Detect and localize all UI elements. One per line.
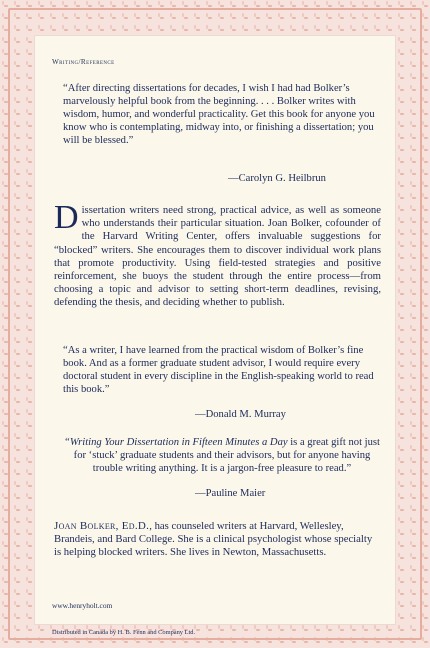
blurb-attribution-maier: —Pauline Maier: [195, 488, 266, 499]
category-label: Writing/Reference: [52, 58, 115, 66]
author-name: Joan Bolker, Ed.D.: [54, 520, 150, 532]
blurb-attribution-heilbrun: —Carolyn G. Heilbrun: [228, 173, 326, 184]
blurb-quote-heilbrun: “After directing dissertations for decades, I wish I had had Bolker’s marvelously helpful book from the beginning. . . . Bolker writes with wisdom, humor, and wonderful practicality. Get this book for anyone you know who is contemplating, midway into, or finishing a dissertation; you will be blessed.”: [63, 83, 375, 147]
book-description: [54, 199, 381, 310]
blurb-quote-murray: “As a writer, I have learned from the practical wisdom of Bolker’s fine book. And as a former graduate student advisor, I would require every doctoral student in every discipline in the English-speaking world to read this book.”: [63, 345, 374, 396]
text-panel: [35, 36, 395, 636]
book-title-italic: “Writing Your Dissertation in Fifteen Minutes a Day: [64, 437, 288, 448]
blurb-quote-maier-text: is a great gift not just for ‘stuck’ graduate students and their advisors, but for anyone having trouble writing anything. It is a jargon-free pleasure to read.”: [73, 437, 380, 475]
distribution-note: Distributed in Canada by H. B. Fenn and Company Ltd.: [52, 629, 196, 636]
author-bio-text: , has counseled writers at Harvard, Wellesley, Brandeis, and Bard College. She is a clinical psychologist whose specialty is helping blocked writers. She lives in Newton, Massachusetts.: [54, 520, 373, 559]
description-text: issertation writers need strong, practical advice, as well as someone who understands their particular situation. Joan Bolker, cofounder of the Harvard Writing Center, offers invaluable suggestions for “blocked” writers. She encourages them to discover individual work plans that promote productivity. Using field-tested strategies and positive reinforcement, she buoys the student through the entire process—from choosing a topic and advisor to setting short-term deadlines, revising, defending the thesis, and deciding whether to publish.: [54, 204, 381, 309]
blurb-attribution-murray: —Donald M. Murray: [195, 409, 286, 420]
blurb-quote-maier: [63, 436, 381, 475]
drop-cap: D: [54, 199, 79, 236]
author-bio: [54, 520, 381, 560]
publisher-website: www.henryholt.com: [52, 601, 113, 610]
